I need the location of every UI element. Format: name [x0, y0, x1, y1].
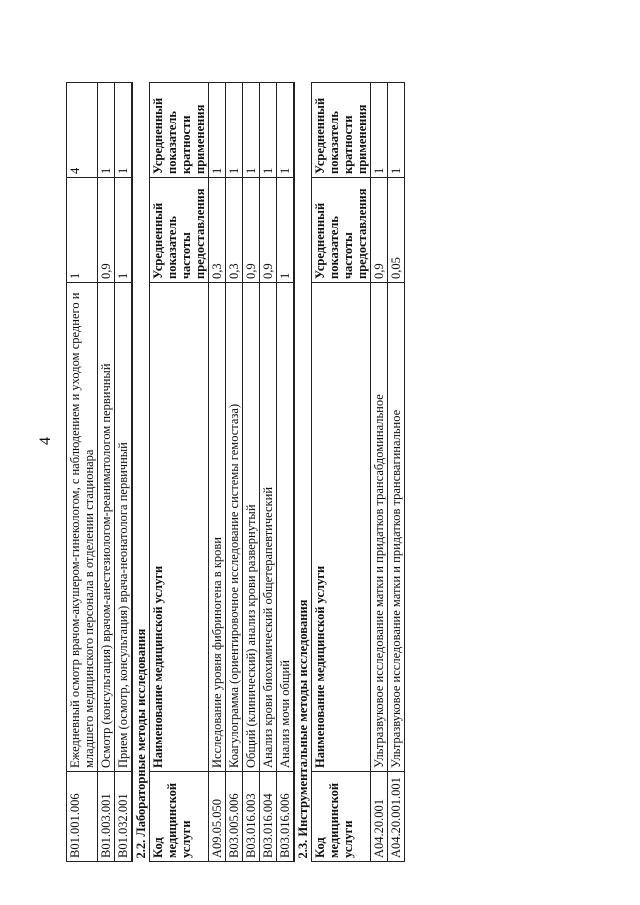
service-name: Прием (осмотр, консультация) врача-неонатолога первичный [115, 283, 133, 772]
services-table [66, 82, 405, 862]
service-code: B03.016.006 [277, 772, 295, 862]
multiplicity-value: 4 [67, 83, 98, 178]
service-name: Исследование уровня фибриногена в крови [209, 283, 226, 772]
header-multiplicity: Усредненный показатель кратности применения [150, 83, 209, 178]
header-frequency: Усредненный показатель частоты предоставления [150, 178, 209, 283]
section-title: 2.2. Лабораторные методы исследования [132, 83, 150, 862]
service-code: B01.001.006 [67, 772, 98, 862]
header-row [150, 83, 209, 862]
frequency-value: 0,05 [388, 178, 405, 283]
multiplicity-value: 1 [115, 83, 133, 178]
service-code: B03.005.006 [226, 772, 243, 862]
service-name: Ультразвуковое исследование матки и придатков трансабдоминальное [371, 283, 388, 772]
services-sheet [66, 82, 536, 862]
multiplicity-value: 1 [371, 83, 388, 178]
frequency-value: 0,3 [209, 178, 226, 283]
section-heading-instrumental [294, 83, 312, 862]
service-code: A04.20.001.001 [388, 772, 405, 862]
table-row [209, 83, 226, 862]
table-row [243, 83, 260, 862]
service-code: B01.032.001 [115, 772, 133, 862]
table-row [388, 83, 405, 862]
service-name: Ежедневный осмотр врачом-акушером-гинекологом, с наблюдением и уходом среднего и младшего медицинского персонала в отделении стационара [67, 283, 98, 772]
frequency-value: 0,9 [371, 178, 388, 283]
header-frequency: Усредненный показатель частоты предоставления [312, 178, 371, 283]
header-row [312, 83, 371, 862]
table-row [371, 83, 388, 862]
frequency-value: 0,9 [243, 178, 260, 283]
service-code: B03.016.004 [260, 772, 277, 862]
multiplicity-value: 1 [243, 83, 260, 178]
service-code: B03.016.003 [243, 772, 260, 862]
frequency-value: 0,9 [98, 178, 115, 283]
multiplicity-value: 1 [226, 83, 243, 178]
multiplicity-value: 1 [98, 83, 115, 178]
header-code: Код медицинской услуги [150, 772, 209, 862]
service-name: Общий (клинический) анализ крови развернутый [243, 283, 260, 772]
service-name: Анализ крови биохимический общетерапевтический [260, 283, 277, 772]
frequency-value: 1 [67, 178, 98, 283]
header-code: Код медицинской услуги [312, 772, 371, 862]
table-row [98, 83, 115, 862]
service-code: A04.20.001 [371, 772, 388, 862]
frequency-value: 1 [115, 178, 133, 283]
multiplicity-value: 1 [388, 83, 405, 178]
header-multiplicity: Усредненный показатель кратности применения [312, 83, 371, 178]
service-name: Анализ мочи общий [277, 283, 295, 772]
service-code: A09.05.050 [209, 772, 226, 862]
table-row [115, 83, 133, 862]
frequency-value: 0,9 [260, 178, 277, 283]
header-name: Наименование медицинской услуги [150, 283, 209, 772]
frequency-value: 1 [277, 178, 295, 283]
service-name: Коагулограмма (ориентировочное исследование системы гемостаза) [226, 283, 243, 772]
table-row [226, 83, 243, 862]
page-number: 4 [37, 437, 54, 445]
multiplicity-value: 1 [260, 83, 277, 178]
section-title: 2.3. Инструментальные методы исследования [294, 83, 312, 862]
section-heading-lab [132, 83, 150, 862]
header-name: Наименование медицинской услуги [312, 283, 371, 772]
table-row [260, 83, 277, 862]
service-name: Ультразвуковое исследование матки и придатков трансвагинальное [388, 283, 405, 772]
service-code: B01.003.001 [98, 772, 115, 862]
frequency-value: 0,3 [226, 178, 243, 283]
table-row [67, 83, 98, 862]
multiplicity-value: 1 [277, 83, 295, 178]
table-row [277, 83, 295, 862]
multiplicity-value: 1 [209, 83, 226, 178]
service-name: Осмотр (консультация) врачом-анестезиологом-реаниматологом первичный [98, 283, 115, 772]
